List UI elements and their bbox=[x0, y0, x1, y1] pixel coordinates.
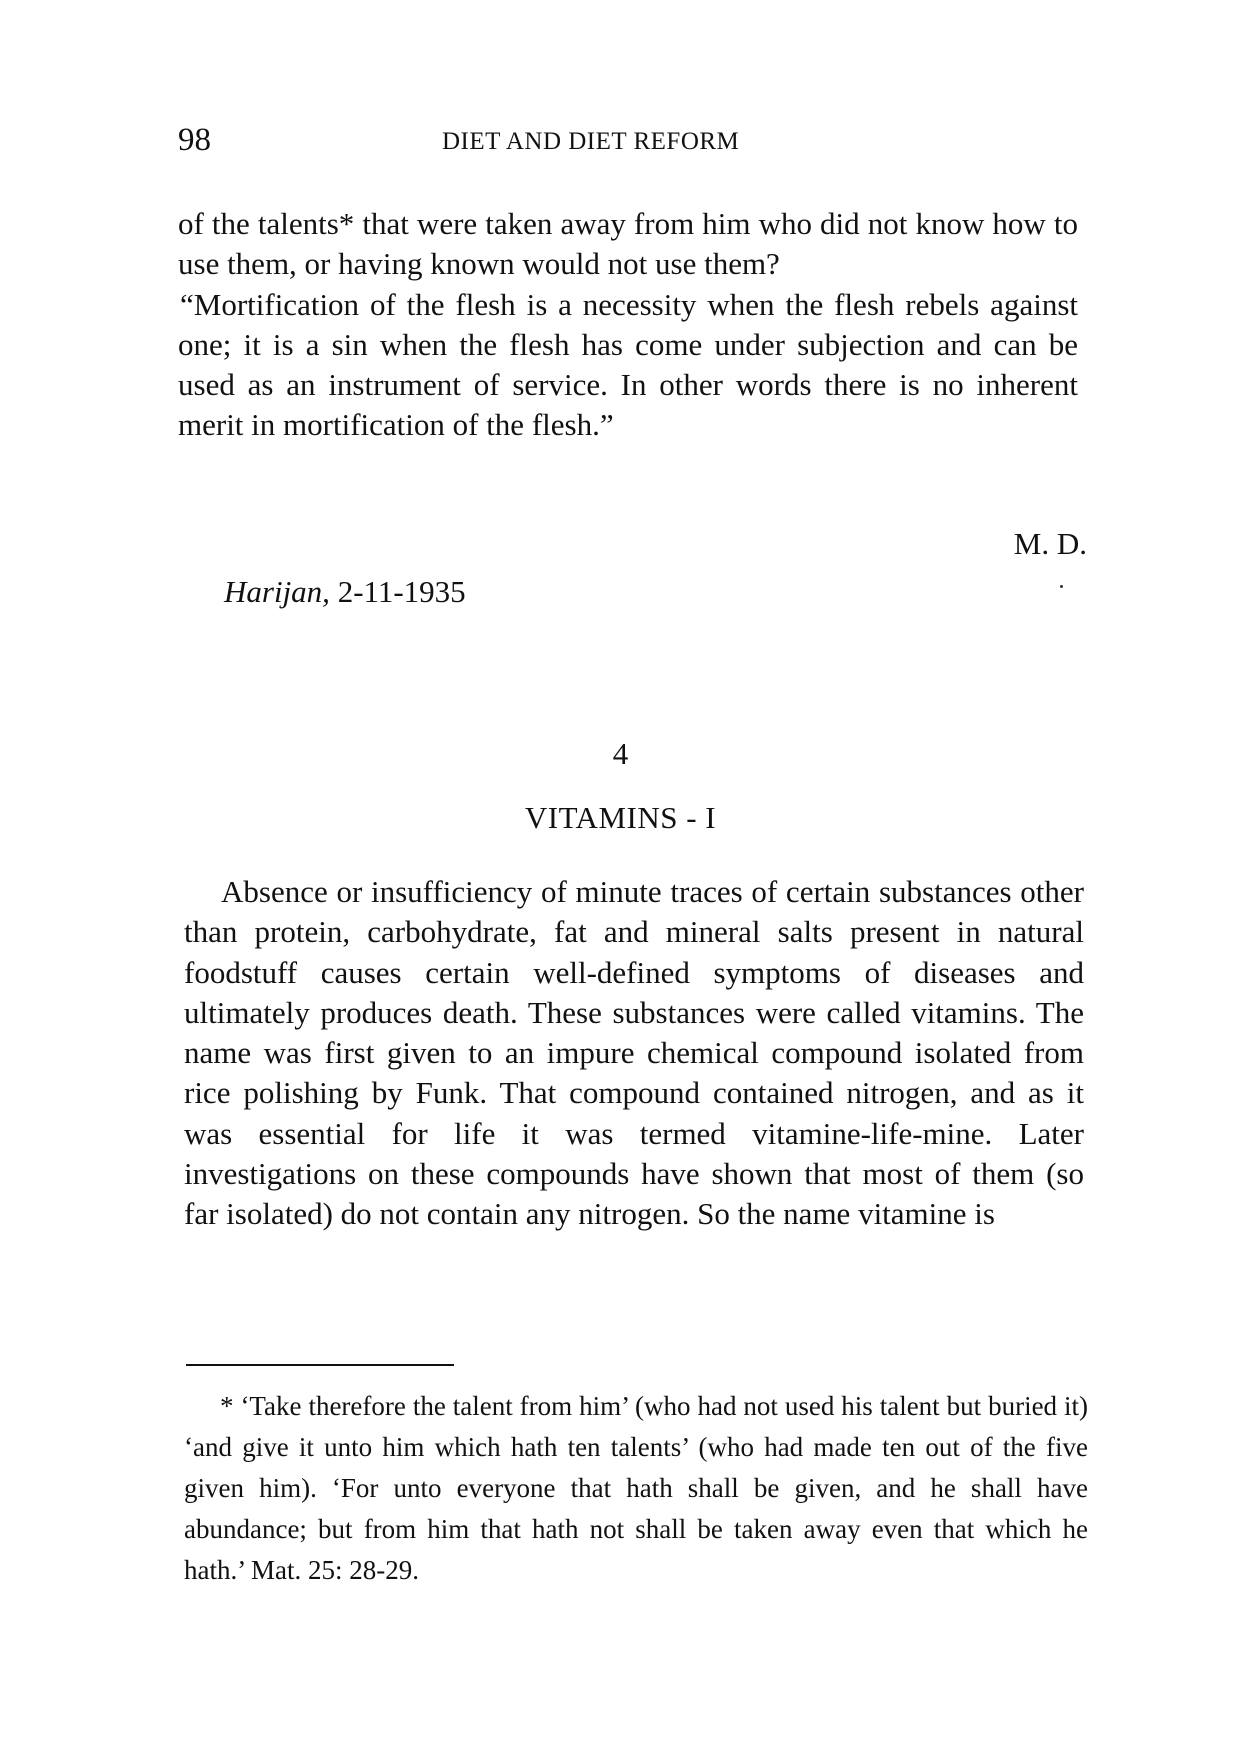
footnote: * ‘Take therefore the talent from him’ (who had not used his talent but buried it) ‘and give it unto him which hath ten talents’ (who had made ten out of the five given him). ‘For unto everyone that hath shall be given, and he shall have abundance; but from him that hath not shall be taken away even that which he hath.’ Mat. 25: 28-29. bbox=[184, 1391, 1088, 1585]
source-publication: Harijan, bbox=[224, 574, 330, 609]
vitamins-text-block bbox=[184, 872, 1084, 1235]
signoff-initials: M. D. bbox=[1013, 526, 1087, 561]
chapter-title: VITAMINS - I bbox=[524, 800, 717, 835]
chapter-number: 4 bbox=[612, 736, 629, 771]
top-text-block bbox=[178, 204, 1078, 446]
page-number: 98 bbox=[178, 122, 211, 158]
source-date: 2-11-1935 bbox=[337, 574, 466, 609]
footnote-divider bbox=[186, 1364, 454, 1366]
running-head: DIET AND DIET REFORM bbox=[442, 128, 740, 155]
print-speck bbox=[1060, 585, 1063, 588]
source-citation bbox=[224, 574, 466, 610]
vitamins-paragraph: Absence or insufficiency of minute traces of certain substances other than protein, carbohydrate, fat and mineral salts present in natural foodstuff causes certain well-defined symptoms of diseases and ultimately produces death. These substances were called vitamins. The name was first given to an impure chemical compound isolated from rice polishing by Funk. That compound contained nitrogen, and as it was essential for life it was termed vitamine-life-mine. Later investigations on these compounds have shown that most of them (so far isolated) do not contain any nitrogen. So the name vitamine is bbox=[184, 874, 1084, 1232]
page-header bbox=[178, 122, 1078, 162]
quote-paragraph: “Mortification of the flesh is a necessity when the flesh rebels against one; it is a sin when the flesh has come under subjection and can be used as an instrument of service. In other words there is no inherent merit in mortification of the flesh.” bbox=[178, 286, 1078, 443]
continuation-paragraph: of the talents* that were taken away from him who did not know how to use them, or having known would not use them? bbox=[178, 206, 1078, 282]
